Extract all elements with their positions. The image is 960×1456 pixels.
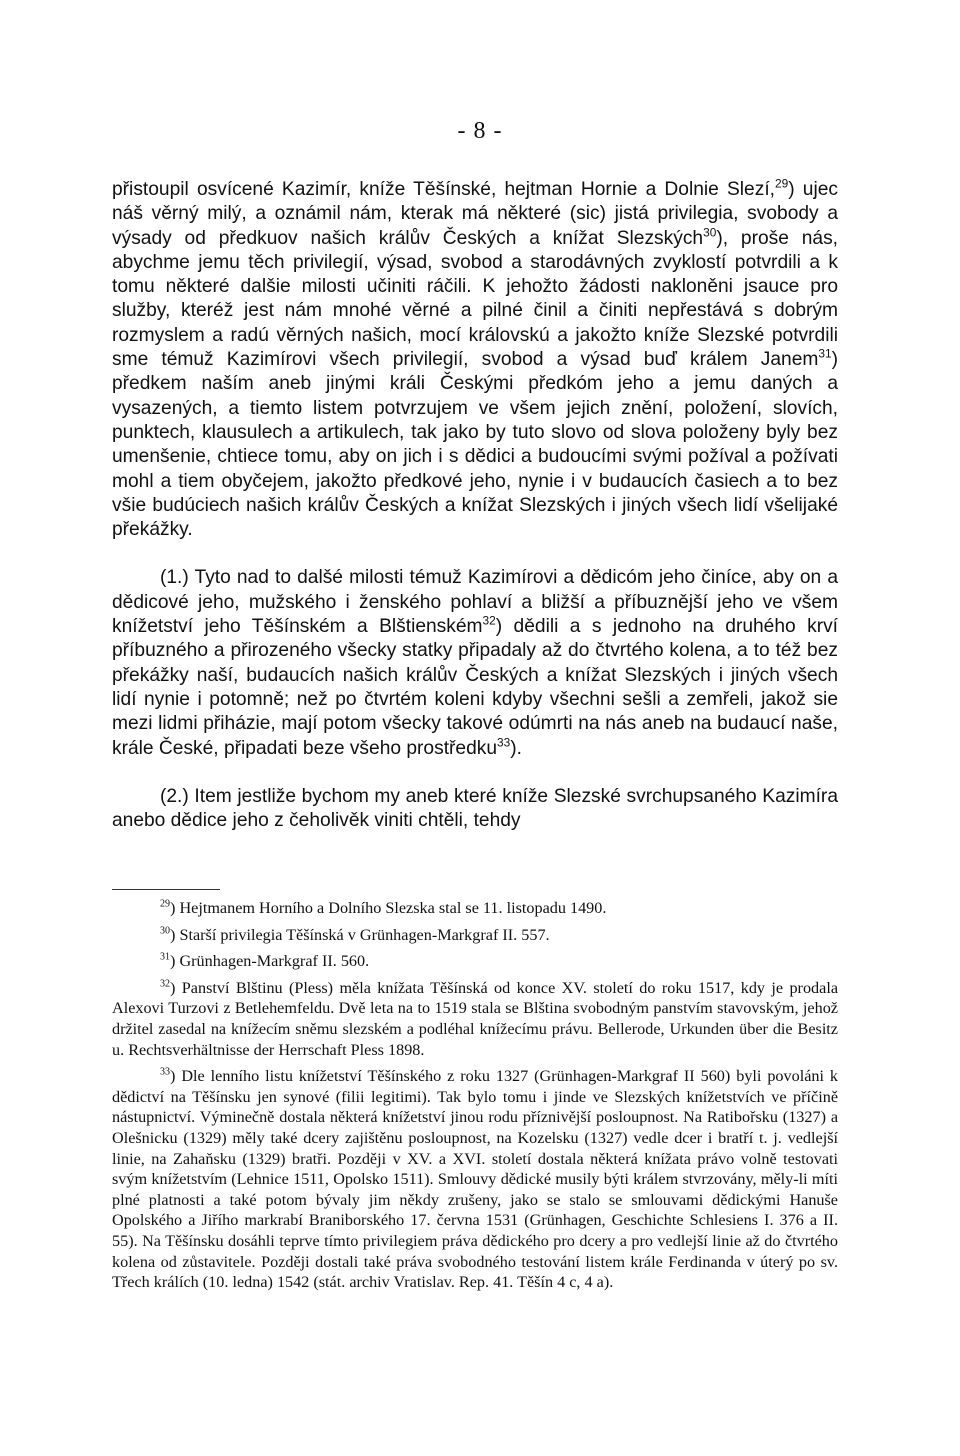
page-number: - 8 -: [457, 118, 503, 144]
paragraph-2: [112, 566, 838, 760]
paragraph-1-text-2: ) ujec náš věrný milý, a oznámil nám, kterak má některé (sic) jistá privilegia, svobody a výsady od předkuov našich králův Českých a knížat Slezských: [112, 179, 838, 249]
footnote-text: ) Starší privilegia Těšínská v Grünhagen-Markgraf II. 557.: [170, 925, 550, 944]
footnote-mark: 31: [160, 951, 171, 963]
paragraph-3: [112, 785, 838, 834]
footnote-ref-31: 31: [818, 346, 832, 361]
footnote-text: ) Grünhagen-Markgraf II. 560.: [170, 952, 370, 971]
footnote-mark: 33: [160, 1066, 171, 1078]
footnote-mark: 32: [160, 978, 171, 990]
footnote-ref-29: 29: [775, 176, 789, 191]
footnotes: [112, 898, 838, 1293]
footnote-29: [112, 898, 838, 919]
footnote-ref-32: 32: [482, 613, 496, 628]
footnote-text: ) Hejtmanem Horního a Dolního Slezska stal se 11. listopadu 1490.: [170, 899, 607, 917]
paragraph-1-text-1: přistoupil osvícené Kazimír, kníže Těšínské, hejtman Hornie a Dolnie Slezí,: [112, 179, 775, 200]
footnote-mark: 29: [160, 898, 171, 910]
main-text: [112, 178, 838, 833]
footnote-33: [112, 1066, 838, 1293]
footnote-text: ) Dle lenního listu knížetství Těšínského z roku 1327 (Grünhagen-Markgraf II 560) byli povoláni k dědictví na Těšínsku jen synové (filii legitimi). Tak bylo tomu i jinde ve Slezských knížetstvích ve příčině nástupnictví. Výminečně dostala některá knížetství jinou rodu příznivější posloupnost. Na Ratibořsku (1327) a Olešnicku (1329) měly také dcery zajištěnu posloupnost, na Kozelsku (1327) vedle dcer i bratří t. j. vedlejší linie, na Zahaňsku (1329) bratři. Později v XV. a XVI. století dostala některá knížata právo volně testovati svým knížetstvím (Lehnice 1511, Opolsko 1511). Smlouvy dědické musily býti králem stvrzovány, měly-li míti plné platnosti a také potom bývaly jim někdy zrušeny, jako se stalo se smlouvami dědickými Hanuše Opolského a Jiřího markrabí Braniborského 17. června 1531 (Grünhagen, Geschichte Schlesiens I. 376 a II. 55). Na Těšínsku dosáhli teprve tímto privilegiem práva dědického pro dcery a pro vedlejší linie až do čtvrtého kolena od zůstavitele. Později dostali také práva svobodného testování listem krále Ferdinanda v úterý po sv. Třech králích (10. ledna) 1542 (stát. archiv Vratislav. Rep. 41. Těšín 4 c, 4 a).: [112, 1067, 838, 1292]
paragraph-1: [112, 178, 838, 542]
footnote-ref-33: 33: [497, 735, 511, 750]
paragraph-1-text-3: ), proše nás, abychme jemu těch privilegií, výsad, svobod a starodávných zvyklostí potvrdili a k tomu některé dalšie milosti učiniti ráčili. K jehožto žádosti nakloněni jsauce pro služby, kteréž jest nám mnohé věrné a pilné činil a činiti nepřestává s dobrým rozmyslem a radú věrných našich, mocí královskú a jakožto kníže Slezské potvrdili sme témuž Kazimírovi všech privilegií, svobod a výsad buď králem Janem: [112, 227, 838, 371]
footnote-divider: [112, 889, 220, 890]
footnote-30: [112, 925, 838, 946]
footnote-32: [112, 978, 838, 1060]
paragraph-1-text-4: ) předkem naším aneb jinými králi Českými předkóm jeho a jemu daných a vysazených, a tiemto listem potvrzujem ve všem jejich znění, položení, slovích, punktech, klausulech a artikulech, tak jako by tuto slovo od slova položeny byly bez umenšenie, chtiece tomu, aby on jich i s dědici a budoucími svými požíval a požívati mohl a tiem obyčejem, jakožto předkové jeho, nynie i v budaucích časiech a to bez všie budúciech našich králův Českých a knížat Slezských i jiných všech lidí všelijaké překážky.: [112, 349, 838, 541]
footnote-31: [112, 951, 838, 972]
paragraph-2-text-3: ).: [510, 737, 522, 759]
footnote-mark: 30: [160, 925, 171, 937]
footnote-text: ) Panství Blštinu (Pless) měla knížata Těšínská od konce XV. století do roku 1517, kdy je prodala Alexovi Turzovi z Betlehemfeldu. Dvě leta na to 1519 stala se Blština svobodným panstvím stavovským, jehož držitel zasedal na knížecím sněmu slezském a podléhal knížecímu právu. Bellerode, Urkunden über die Besitz u. Rechtsverhältnisse der Herrschaft Pless 1898.: [112, 978, 838, 1059]
paragraph-2-text-1: (1.) Tyto nad to dalšé milosti témuž Kazimírovi a dědicóm jeho činíce, aby on a dědicové jeho, mužského i ženského pohlaví a bližší a příbuznější jeho ve všem knížetství jeho Těšínském a Blštienském: [112, 567, 838, 638]
paragraph-3-text-1: (2.) Item jestliže bychom my aneb které kníže Slezské svrchupsaného Kazimíra anebo dědice jeho z čeholivěk viniti chtěli, tehdy: [112, 785, 838, 832]
paragraph-2-text-2: ) dědili a s jednoho na druhého krví příbuzného a přirozeného všecky statky připadaly až do čtvrtého kolena, a to též bez překážky naší, budaucích našich králův Českých a knížat Slezských i jiných všech lidí nynie i potomně; než po čtvrtém koleni kdyby všechni sešli a zemřeli, jakož sie mezi lidmi přiházie, mají potom všecky takové odúmrti na nás aneb na budaucí naše, krále České, připadati beze všeho prostředku: [112, 616, 839, 759]
footnote-ref-30: 30: [703, 225, 717, 240]
